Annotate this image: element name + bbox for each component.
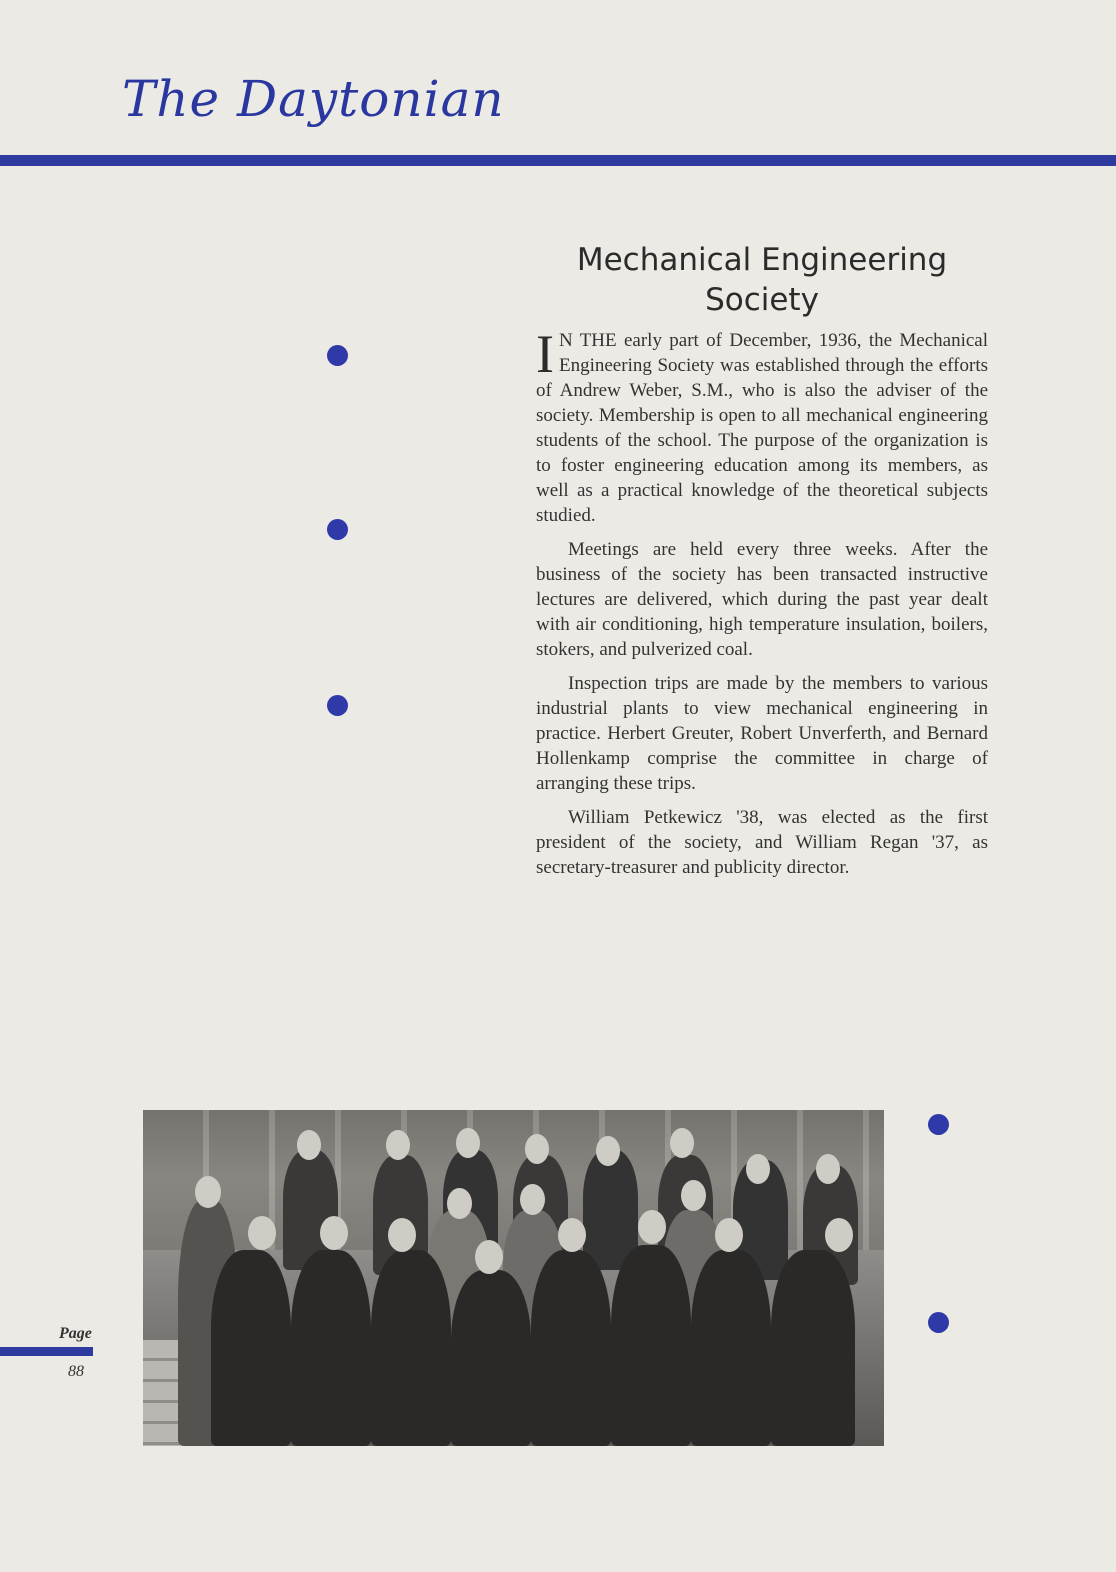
photo-head	[681, 1180, 706, 1211]
photo-head	[746, 1154, 770, 1184]
photo-head	[248, 1216, 276, 1250]
photo-person	[691, 1250, 771, 1446]
photo-head	[297, 1130, 321, 1160]
photo-head	[816, 1154, 840, 1184]
page-number: 88	[68, 1363, 84, 1380]
article-title-line2: Society	[705, 282, 819, 318]
paragraph-3: Inspection trips are made by the members to various industrial plants to view mechanical engineering in practice. Herbert Greuter, Robert Unverferth, and Bernard Hollenkamp comprise the committee in charge of arranging these trips.	[536, 673, 988, 794]
photo-head	[388, 1218, 416, 1252]
paragraph-2: Meetings are held every three weeks. After the business of the society has been transacted instructive lectures are delivered, which during the past year dealt with air conditioning, high temperature insulation, boilers, stokers, and pulverized coal.	[536, 539, 988, 660]
decorative-dot	[928, 1312, 949, 1333]
photo-head	[456, 1128, 480, 1158]
decorative-dot	[327, 695, 348, 716]
photo-head	[520, 1184, 545, 1215]
decorative-dot	[327, 519, 348, 540]
article-body	[536, 324, 988, 889]
photo-person	[771, 1250, 855, 1446]
dropcap: I	[536, 324, 554, 384]
photo-person	[291, 1250, 371, 1446]
header-rule	[0, 155, 1116, 166]
photo-head	[386, 1130, 410, 1160]
photo-head	[558, 1218, 586, 1252]
masthead-title: The Daytonian	[122, 70, 505, 128]
page-rule	[0, 1347, 93, 1356]
photo-person	[371, 1250, 451, 1446]
photo-head	[670, 1128, 694, 1158]
page-label: Page	[59, 1325, 92, 1342]
photo-head	[596, 1136, 620, 1166]
article-title	[536, 240, 988, 320]
paragraph-1	[536, 324, 988, 528]
photo-head	[638, 1210, 666, 1244]
photo-head	[825, 1218, 853, 1252]
photo-head	[525, 1134, 549, 1164]
photo-head	[320, 1216, 348, 1250]
photo-head	[475, 1240, 503, 1274]
photo-person	[211, 1250, 291, 1446]
group-photo	[143, 1110, 884, 1446]
photo-head	[195, 1176, 221, 1208]
photo-head	[715, 1218, 743, 1252]
decorative-dot	[928, 1114, 949, 1135]
photo-person	[451, 1270, 531, 1446]
photo-head	[447, 1188, 472, 1219]
photo-person	[531, 1250, 611, 1446]
decorative-dot	[327, 345, 348, 366]
paragraph-4: William Petkewicz '38, was elected as the first president of the society, and William Regan '37, as secretary-treasurer and publicity director.	[536, 807, 988, 878]
photo-person	[611, 1245, 691, 1446]
paragraph-1-text: N THE early part of December, 1936, the Mechanical Engineering Society was established through the efforts of Andrew Weber, S.M., who is also the adviser of the society. Membership is open to all mechanical engineering students of the school. The purpose of the organization is to foster engineering education among its members, as well as a practical knowledge of the theoretical subjects studied.	[536, 330, 988, 526]
article-title-line1: Mechanical Engineering	[576, 242, 948, 278]
